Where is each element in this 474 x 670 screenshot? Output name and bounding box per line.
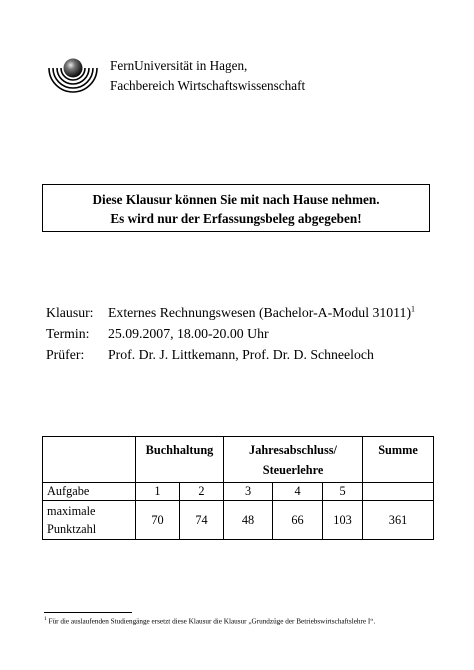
table-corner-cell bbox=[43, 437, 136, 483]
aufgabe-cell: 5 bbox=[323, 483, 363, 501]
notice-box bbox=[42, 184, 430, 232]
punkte-cell: 66 bbox=[273, 501, 323, 540]
summe-cell: 361 bbox=[363, 501, 434, 540]
aufgabe-summe-cell bbox=[363, 483, 434, 501]
aufgabe-label: Aufgabe bbox=[43, 483, 136, 501]
header-jahresabschluss: Jahresabschluss/ Steuerlehre bbox=[224, 437, 363, 483]
table-row-punktzahl bbox=[43, 501, 434, 540]
institution-line-1: FernUniversität in Hagen, bbox=[110, 58, 248, 73]
table-row-aufgabe bbox=[43, 483, 434, 501]
institution-name bbox=[110, 56, 305, 96]
footnote-separator bbox=[44, 612, 132, 613]
header-buchhaltung: Buchhaltung bbox=[136, 437, 224, 483]
examiner-value: Prof. Dr. J. Littkemann, Prof. Dr. D. Schneeloch bbox=[108, 347, 374, 362]
notice-line-2: Es wird nur der Erfassungsbeleg abgegeben! bbox=[110, 211, 362, 226]
examiner-label: Prüfer: bbox=[46, 347, 85, 362]
punktzahl-label: maximale Punktzahl bbox=[43, 501, 136, 540]
exam-label: Klausur: bbox=[46, 305, 94, 320]
footnote-ref: 1 bbox=[411, 304, 416, 314]
punkte-cell: 48 bbox=[224, 501, 273, 540]
aufgabe-cell: 2 bbox=[180, 483, 224, 501]
punkte-cell: 70 bbox=[136, 501, 180, 540]
header-summe: Summe bbox=[363, 437, 434, 483]
institution-line-2: Fachbereich Wirtschaftswissenschaft bbox=[110, 78, 306, 93]
fernuni-logo bbox=[44, 46, 102, 98]
notice-line-1: Diese Klausur können Sie mit nach Hause nehmen. bbox=[92, 192, 380, 207]
footnote-marker: 1 bbox=[44, 616, 47, 622]
table-header-row bbox=[43, 437, 434, 483]
punkte-cell: 74 bbox=[180, 501, 224, 540]
exam-value: Externes Rechnungswesen (Bachelor-A-Modul 31011)$^1$ bbox=[108, 304, 416, 320]
footnote bbox=[44, 616, 375, 625]
aufgabe-cell: 3 bbox=[224, 483, 273, 501]
date-value: 25.09.2007, 18.00-20.00 Uhr bbox=[108, 326, 269, 341]
aufgabe-cell: 1 bbox=[136, 483, 180, 501]
aufgabe-cell: 4 bbox=[273, 483, 323, 501]
points-table bbox=[42, 436, 434, 540]
footnote-text: Für die auslaufenden Studiengänge ersetzt diese Klausur die Klausur „Grundzüge der Betriebswirtschaftslehre I“. bbox=[46, 617, 376, 626]
punkte-cell: 103 bbox=[323, 501, 363, 540]
date-label: Termin: bbox=[46, 326, 90, 341]
